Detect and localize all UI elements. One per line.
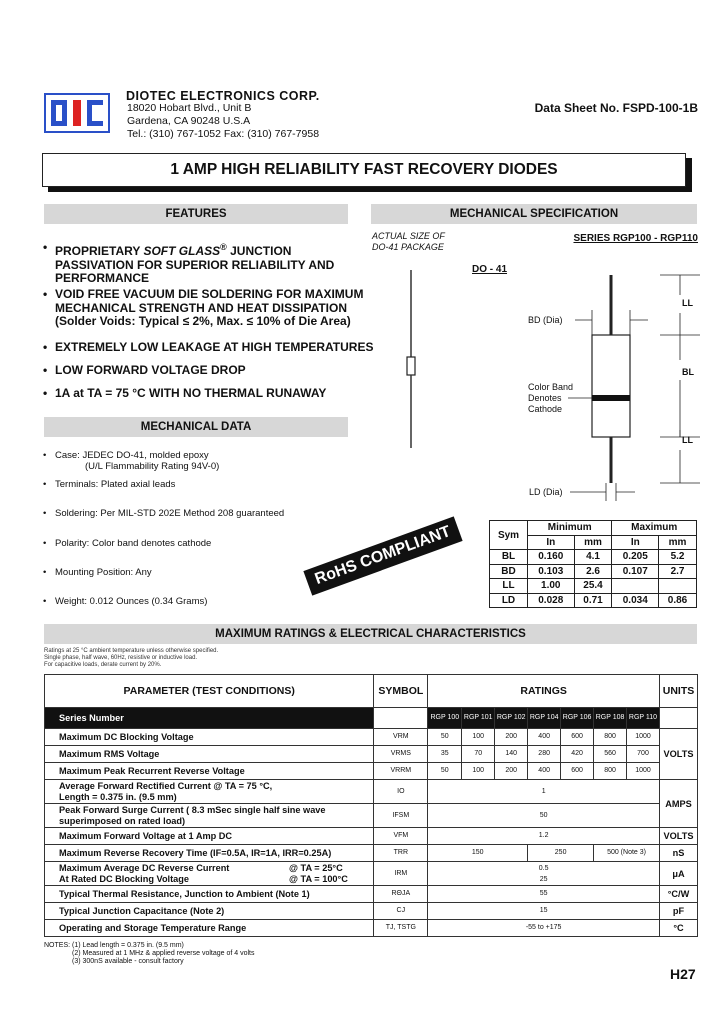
table-row: Operating and Storage Temperature Range TJ, TSTG -55 to +175 °C — [45, 920, 698, 937]
units-header: UNITS — [659, 675, 697, 708]
dim-bd: BD (Dia) — [528, 315, 563, 325]
table-row: Maximum Forward Voltage at 1 Amp DC VFM 1.2 VOLTS — [45, 828, 698, 845]
series-col: RGP 102 — [495, 708, 528, 729]
table-row: Typical Junction Capacitance (Note 2) CJ 15 pF — [45, 903, 698, 920]
footer-note-2: (2) Measured at 1 MHz & applied reverse voltage of 4 volts — [72, 950, 255, 957]
color-band-label-1: Color Band — [528, 382, 574, 392]
volts-unit: VOLTS — [659, 729, 697, 780]
dim-min-mm: mm — [574, 535, 612, 550]
dim-min-in: In — [528, 535, 575, 550]
address-line-3: Tel.: (310) 767-1052 Fax: (310) 767-7958 — [127, 128, 320, 140]
company-logo — [44, 93, 110, 133]
mech-mounting: • Mounting Position: Any — [43, 567, 152, 578]
amps-unit: AMPS — [659, 780, 697, 828]
mech-case: • Case: JEDEC DO-41, molded epoxy — [43, 450, 209, 461]
mech-soldering: • Soldering: Per MIL-STD 202E Method 208 guaranteed — [43, 508, 285, 519]
param-header: PARAMETER (TEST CONDITIONS) — [45, 675, 374, 708]
dim-row: BL 0.160 4.1 0.205 5.2 — [490, 550, 697, 565]
dim-max-in: In — [612, 535, 659, 550]
actual-size-label: ACTUAL SIZE OF — [372, 231, 445, 241]
rohs-compliant-stamp: RoHS COMPLIANT — [303, 516, 462, 595]
footer-note-3: (3) 300nS available - consult factory — [72, 958, 184, 965]
footer-note-1: (1) Lead length = 0.375 in. (9.5 mm) — [72, 942, 184, 949]
ratings-header: RATINGS — [428, 675, 660, 708]
dim-ld: LD (Dia) — [529, 487, 563, 497]
actual-size-diode — [400, 270, 422, 450]
ratings-note-2: Single phase, half wave, 60Hz, resistive or inductive load. — [44, 655, 198, 661]
dim-ll-bottom: LL — [682, 435, 693, 445]
series-label: SERIES RGP100 - RGP110 — [573, 233, 698, 244]
feature-item-5: • 1A at TA = 75 °C WITH NO THERMAL RUNAWAY — [43, 386, 327, 400]
do41-label: DO - 41 — [472, 264, 508, 275]
ratings-table — [44, 674, 698, 937]
mech-polarity: • Polarity: Color band denotes cathode — [43, 538, 212, 549]
page-code: H27 — [670, 966, 696, 982]
ratings-heading: MAXIMUM RATINGS & ELECTRICAL CHARACTERISTICS — [44, 624, 697, 644]
notes-label: NOTES: — [44, 942, 71, 949]
dim-row: BD 0.103 2.6 0.107 2.7 — [490, 564, 697, 579]
dimension-table — [489, 520, 697, 608]
series-col: RGP 106 — [561, 708, 594, 729]
feature-item-4: • LOW FORWARD VOLTAGE DROP — [43, 363, 246, 377]
table-row: Typical Thermal Resistance, Junction to Ambient (Note 1) RΘJA 55 °C/W — [45, 886, 698, 903]
feature-item-3: • EXTREMELY LOW LEAKAGE AT HIGH TEMPERATURES — [43, 340, 374, 354]
page-title: 1 AMP HIGH RELIABILITY FAST RECOVERY DIODES — [42, 153, 686, 187]
address-line-1: 18020 Hobart Blvd., Unit B — [127, 102, 252, 114]
features-heading: FEATURES — [44, 204, 348, 224]
dim-min-header: Minimum — [528, 521, 612, 536]
company-name: DIOTEC ELECTRONICS CORP. — [126, 89, 320, 103]
dim-max-header: Maximum — [612, 521, 697, 536]
color-band-label-3: Cathode — [528, 404, 563, 414]
series-number-label: Series Number — [45, 708, 374, 729]
dim-ll-top: LL — [682, 298, 693, 308]
mechanical-spec-heading: MECHANICAL SPECIFICATION — [371, 204, 697, 224]
series-col: RGP 100 — [428, 708, 462, 729]
mech-terminals: • Terminals: Plated axial leads — [43, 479, 176, 490]
feature-item-2: • VOID FREE VACUUM DIE SOLDERING FOR MAXIMUM MECHANICAL STRENGTH AND HEAT DISSIPATION (Solder Voids: Typical ≤ 2%, Max. ≤ 10% of Die Area) — [43, 287, 364, 328]
series-col: RGP 104 — [528, 708, 561, 729]
symbol-header: SYMBOL — [374, 675, 428, 708]
series-col: RGP 110 — [627, 708, 660, 729]
table-row: Average Forward Rectified Current @ TA = 75 °C, Length = 0.375 in. (9.5 mm) IO 1 AMPS — [45, 780, 698, 804]
ratings-note-1: Ratings at 25 °C ambient temperature unless otherwise specified. — [44, 648, 219, 654]
actual-size-package: DO-41 PACKAGE — [372, 242, 444, 252]
address-line-2: Gardena, CA 90248 U.S.A — [127, 115, 251, 127]
datasheet-number: Data Sheet No. FSPD-100-1B — [534, 101, 698, 115]
series-col: RGP 108 — [594, 708, 627, 729]
color-band-label-2: Denotes — [528, 393, 562, 403]
table-row: Maximum Peak Recurrent Reverse Voltage VRRM 50 100 200 400 600 800 1000 — [45, 763, 698, 780]
feature-item-1: • PROPRIETARY SOFT GLASS® JUNCTION PASSIVATION FOR SUPERIOR RELIABILITY AND PERFORMANCE — [43, 240, 335, 285]
dim-max-mm: mm — [659, 535, 697, 550]
mech-case-rating: (U/L Flammability Rating 94V-0) — [85, 461, 220, 472]
series-col: RGP 101 — [462, 708, 495, 729]
table-row: Maximum Reverse Recovery Time (IF=0.5A, IR=1A, IRR=0.25A) TRR 150 250 500 (Note 3) nS — [45, 845, 698, 862]
dim-row: LL 1.00 25.4 — [490, 579, 697, 594]
dim-row: LD 0.028 0.71 0.034 0.86 — [490, 593, 697, 608]
dim-bl: BL — [682, 367, 694, 377]
table-row: Maximum DC Blocking Voltage VRM 50 100 200 400 600 800 1000 VOLTS — [45, 729, 698, 746]
table-row: Maximum Average DC Reverse Current At Rated DC Blocking Voltage @ TA = 25°C @ TA = 100°C IRM 0.5 25 μA — [45, 862, 698, 886]
mech-weight: • Weight: 0.012 Ounces (0.34 Grams) — [43, 596, 208, 607]
table-row: Maximum RMS Voltage VRMS 35 70 140 280 420 560 700 — [45, 746, 698, 763]
table-row: Peak Forward Surge Current ( 8.3 mSec single half sine wave superimposed on rated load) IFSM 50 — [45, 804, 698, 828]
mechanical-data-heading: MECHANICAL DATA — [44, 417, 348, 437]
ratings-note-3: For capacitive loads, derate current by 20%. — [44, 662, 162, 668]
dim-sym-header: Sym — [490, 521, 528, 550]
